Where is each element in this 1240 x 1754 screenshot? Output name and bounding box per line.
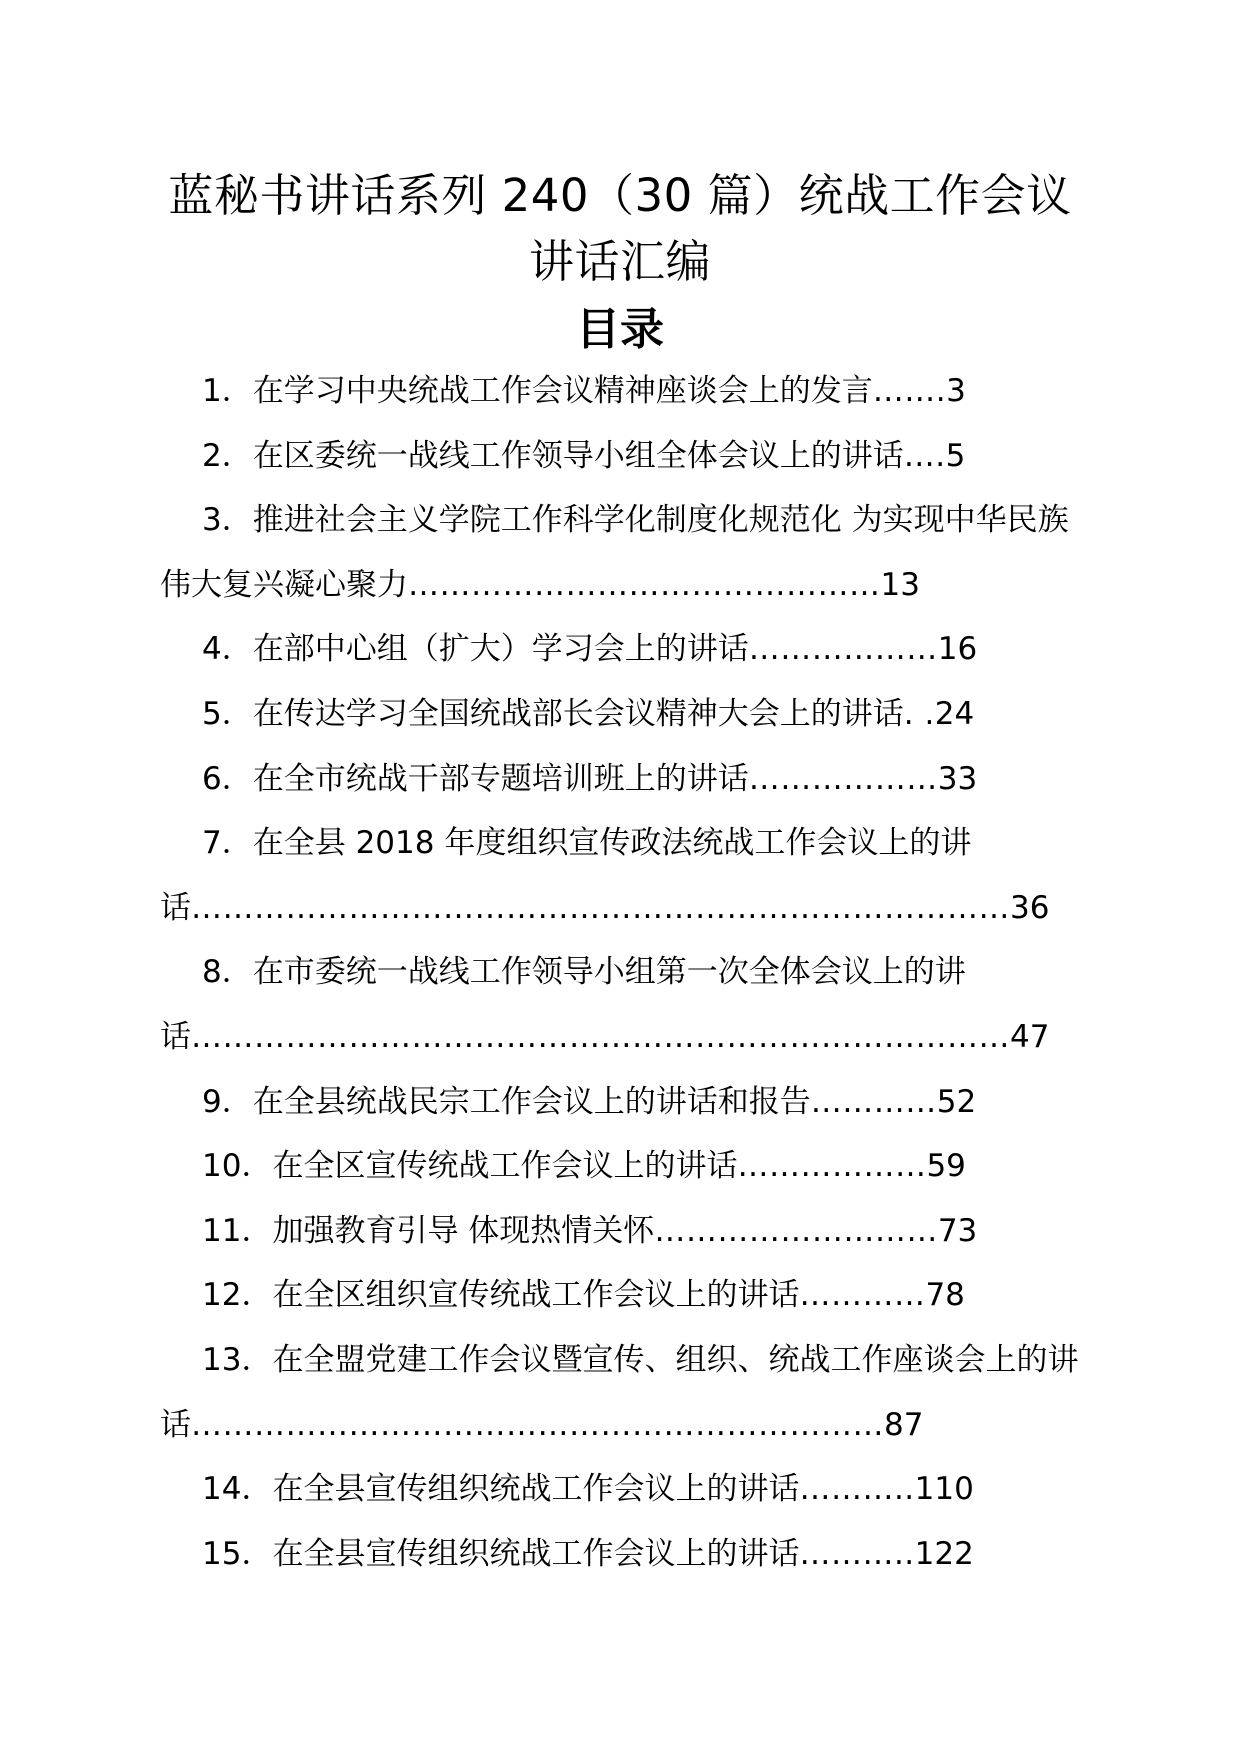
toc-entry-title: 在学习中央统战工作会议精神座谈会上的发言 [252,373,873,409]
toc-entry-title: 在全市统战干部专题培训班上的讲话 [252,760,749,797]
toc-entry-leader: ……. [872,373,947,409]
toc-entry[interactable] [160,1263,1090,1328]
toc-entry[interactable] [160,1522,1090,1587]
toc-entry-number: 10． [202,1148,273,1185]
toc-entry-page: 78 [925,1277,965,1314]
toc-entry-title: 加强教育引导 体现热情关怀 [272,1212,655,1249]
toc-entry-page: 52 [936,1083,977,1120]
toc-entry[interactable] [160,1199,1090,1264]
toc-entry-title: 在市委统一战线工作领导小组第一次全体会议上的讲话 [160,954,966,1055]
toc-entry-page: 13 [880,566,920,603]
toc-entry-leader: ……….. [799,1535,915,1572]
toc-entry-leader: ………………………………………………………… [191,1406,884,1443]
toc-entry-number: 4． [202,631,253,668]
toc-entry-page: 122 [914,1535,974,1572]
toc-entry[interactable] [160,1457,1090,1522]
toc-entry[interactable] [160,940,1090,1069]
toc-entry-leader: ……………… [748,631,938,668]
toc-entry-number: 5． [202,695,253,732]
toc-entry-leader: ……………………………………… [408,566,881,603]
toc-entry-leader: . . [903,695,935,732]
toc-entry[interactable] [160,682,1090,747]
toc-entry-page: 36 [1010,889,1050,926]
toc-entry-page: 24 [934,695,975,732]
toc-entry[interactable] [160,1328,1090,1457]
toc-entry-page: 59 [926,1148,966,1185]
toc-entry-title: 在传达学习全国统战部长会议精神大会上的讲话 [252,695,904,732]
toc-entry[interactable] [160,424,1090,489]
toc-entry-page: 5 [945,437,966,474]
toc-entry-number: 14． [202,1471,273,1508]
toc-entry-page: 16 [937,631,978,668]
toc-entry-number: 7． [202,825,253,862]
toc-entry[interactable] [160,1134,1090,1199]
toc-entry-leader: …………………………………………………………………… [191,1018,1010,1055]
toc-entry[interactable] [160,488,1090,617]
toc-entry[interactable] [160,811,1090,940]
toc-entry-page: 33 [937,760,978,797]
toc-entry-title: 在全区组织宣传统战工作会议上的讲话 [272,1277,800,1314]
toc-entry-title: 在部中心组（扩大）学习会上的讲话 [252,631,749,668]
toc-entry-leader: ……….. [799,1471,915,1508]
toc-entry-title: 在全盟党建工作会议暨宣传、组织、统战工作座谈会上的讲话 [160,1341,1079,1443]
toc-entry-page: 3 [946,373,966,409]
toc-entry-leader: ………… [810,1083,937,1120]
toc-entry-page: 110 [914,1471,974,1508]
toc-entry[interactable] [160,1070,1090,1135]
toc-entry-leader: ……………… [748,760,938,797]
toc-entry-title: 在全县 2018 年度组织宣传政法统战工作会议上的讲话 [160,825,972,926]
toc-entry-page: 87 [884,1406,924,1443]
toc-list [160,359,1090,1586]
toc-entry-page: 47 [1010,1018,1050,1055]
toc-entry-leader: …. [903,437,946,474]
toc-entry-number: 15． [202,1535,273,1572]
toc-entry-number: 3． [202,502,253,539]
toc-entry-number: 2． [202,437,253,474]
toc-entry[interactable] [160,617,1090,682]
toc-entry-number: 12． [202,1277,273,1314]
toc-entry-leader: ……………… [737,1148,927,1185]
toc-entry-title: 在全县统战民宗工作会议上的讲话和报告 [252,1083,811,1120]
document-title: 蓝秘书讲话系列 240（30 篇）统战工作会议讲话汇编 [168,169,1072,288]
toc-entry-title: 在全县宣传组织统战工作会议上的讲话 [272,1471,800,1508]
toc-entry-number: 8． [202,954,253,991]
toc-entry-number: 11． [202,1212,273,1249]
toc-heading: 目录 [576,304,664,355]
toc-entry-leader: ………… [799,1277,926,1314]
toc-entry[interactable] [160,747,1090,812]
toc-entry-number: 9． [202,1083,253,1120]
toc-entry-page: 73 [937,1212,978,1249]
toc-entry-leader: ……………………… [654,1212,938,1249]
toc-entry-title: 在全县宣传组织统战工作会议上的讲话 [272,1535,800,1572]
toc-entry-number: 6． [202,760,253,797]
toc-entry-number: 1． [202,373,253,409]
toc-entry-title: 推进社会主义学院工作科学化制度化规范化 为实现中华民族伟大复兴凝心聚力 [160,502,1069,603]
toc-entry-number: 13． [202,1341,273,1378]
toc-entry-leader: …………………………………………………………………… [191,889,1010,926]
toc-entry-title: 在区委统一战线工作领导小组全体会议上的讲话 [252,437,904,474]
toc-entry-title: 在全区宣传统战工作会议上的讲话 [272,1148,738,1185]
toc-entry[interactable] [160,359,1090,424]
